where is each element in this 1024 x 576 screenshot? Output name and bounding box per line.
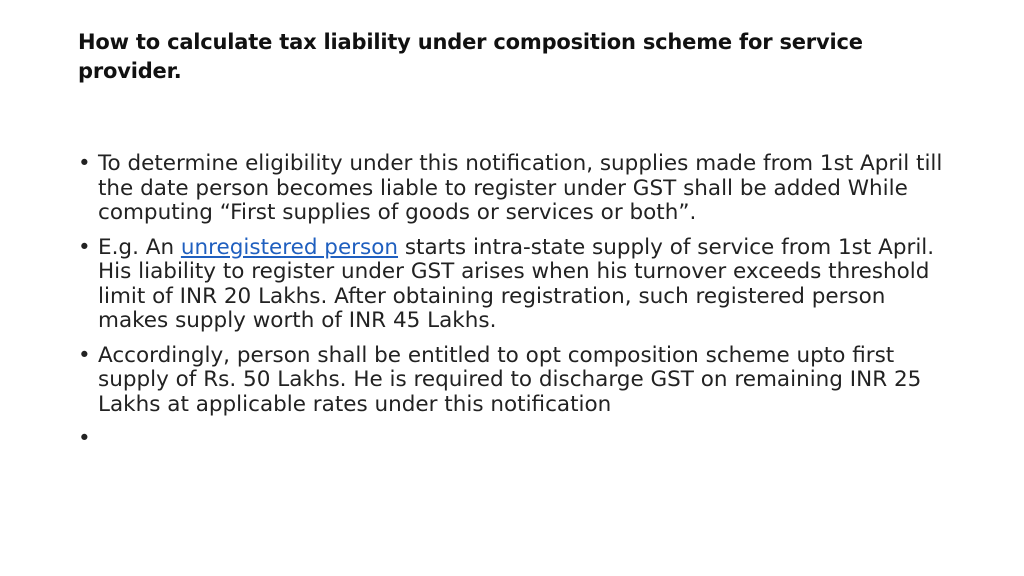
- bullet-item-empty: [74, 427, 954, 452]
- slide-title: How to calculate tax liability under composition scheme for service provider.: [78, 30, 863, 83]
- bullet-text-prefix: E.g. An: [98, 234, 181, 260]
- bullet-text: Accordingly, person shall be entitled to opt composition scheme upto first supply of Rs. 50 Lakhs. He is required to discharge GST on remaining INR 25 Lakhs at applicable rates under this notification: [98, 342, 922, 417]
- bullet-text: To determine eligibility under this notification, supplies made from 1st April till the date person becomes liable to register under GST shall be added While computing “First supplies of goods or services or both”.: [98, 151, 943, 225]
- bullet-list: [74, 152, 954, 462]
- unregistered-person-link[interactable]: unregistered person: [180, 234, 399, 260]
- bullet-item-conclusion: [74, 344, 954, 418]
- bullet-dot-icon: •: [78, 234, 91, 260]
- bullet-text-suffix: starts intra-state supply of service from 1st April. His liability to register under GST arises when his turnover exceeds threshold limit of INR 20 Lakhs. After obtaining registration, such registered person makes supply worth of INR 45 Lakhs.: [98, 234, 935, 333]
- bullet-dot-icon: •: [78, 342, 91, 368]
- bullet-dot-icon: •: [78, 426, 91, 451]
- bullet-item-example: [74, 236, 954, 334]
- bullet-dot-icon: •: [78, 151, 91, 176]
- bullet-item-eligibility: [74, 152, 954, 226]
